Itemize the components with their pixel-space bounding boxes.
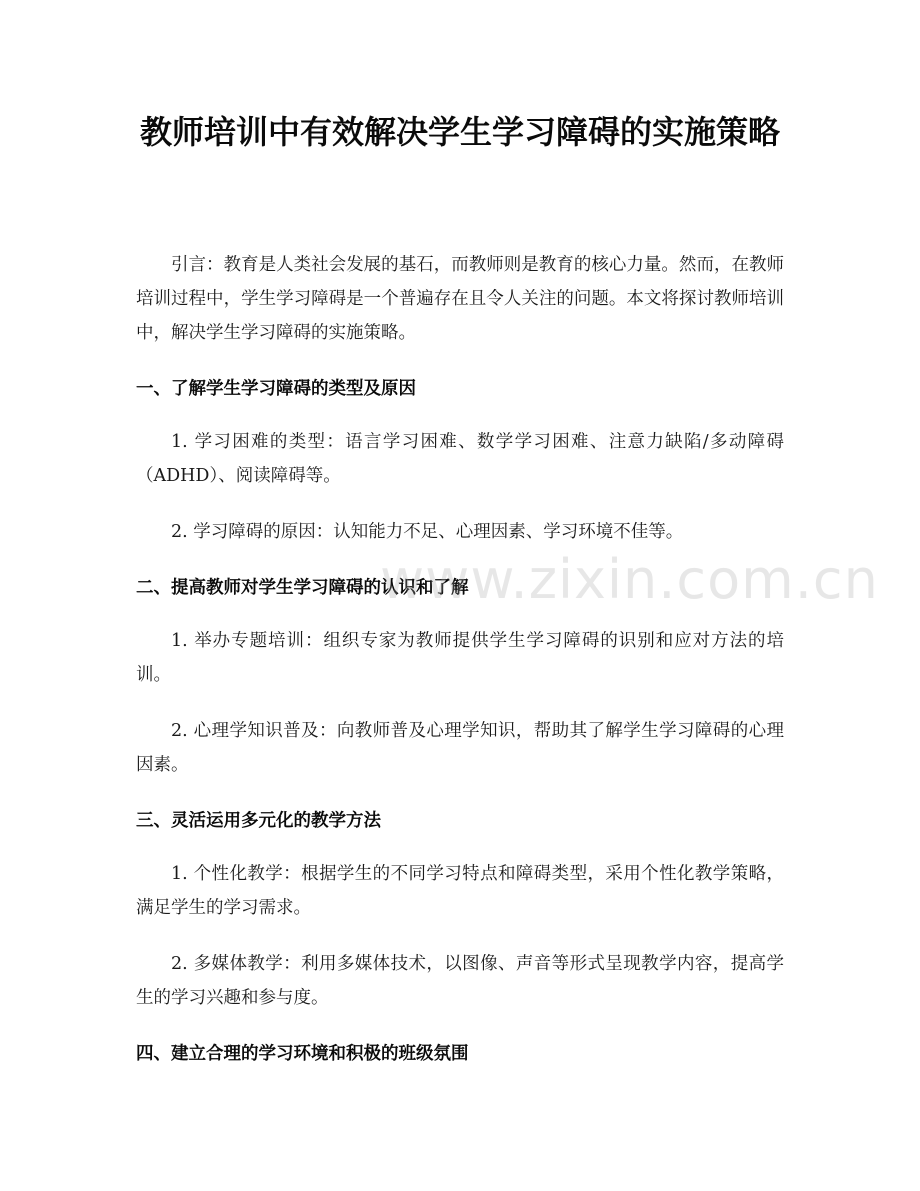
section-heading-2: 二、提高教师对学生学习障碍的认识和了解	[136, 578, 469, 598]
section-3-item-1: 1. 个性化教学：根据学生的不同学习特点和障碍类型，采用个性化教学策略，满足学生的学习需求。	[136, 864, 784, 918]
section-2-item-1: 1. 举办专题培训：组织专家为教师提供学生学习障碍的识别和应对方法的培训。	[136, 631, 784, 685]
section-1-item-1: 1. 学习困难的类型：语言学习困难、数学学习困难、注意力缺陷/多动障碍（ADHD）、阅读障碍等。	[136, 432, 784, 486]
section-heading-1: 一、了解学生学习障碍的类型及原因	[136, 379, 416, 399]
document-title: 教师培训中有效解决学生学习障碍的实施策略	[139, 113, 780, 151]
section-3-item-2: 2. 多媒体教学：利用多媒体技术，以图像、声音等形式呈现教学内容，提高学生的学习兴趣和参与度。	[136, 954, 784, 1008]
section-2-item-2: 2. 心理学知识普及：向教师普及心理学知识，帮助其了解学生学习障碍的心理因素。	[136, 721, 784, 775]
document-body	[136, 248, 784, 1090]
section-heading-4: 四、建立合理的学习环境和积极的班级氛围	[136, 1044, 469, 1064]
intro-paragraph: 引言：教育是人类社会发展的基石，而教师则是教育的核心力量。然而，在教师培训过程中，学生学习障碍是一个普遍存在且令人关注的问题。本文将探讨教师培训中，解决学生学习障碍的实施策略。	[136, 255, 784, 343]
section-1-item-2: 2. 学习障碍的原因：认知能力不足、心理因素、学习环境不佳等。	[171, 522, 684, 542]
section-heading-3: 三、灵活运用多元化的教学方法	[136, 811, 381, 831]
watermark: www.zixin.com.cn	[380, 548, 879, 611]
